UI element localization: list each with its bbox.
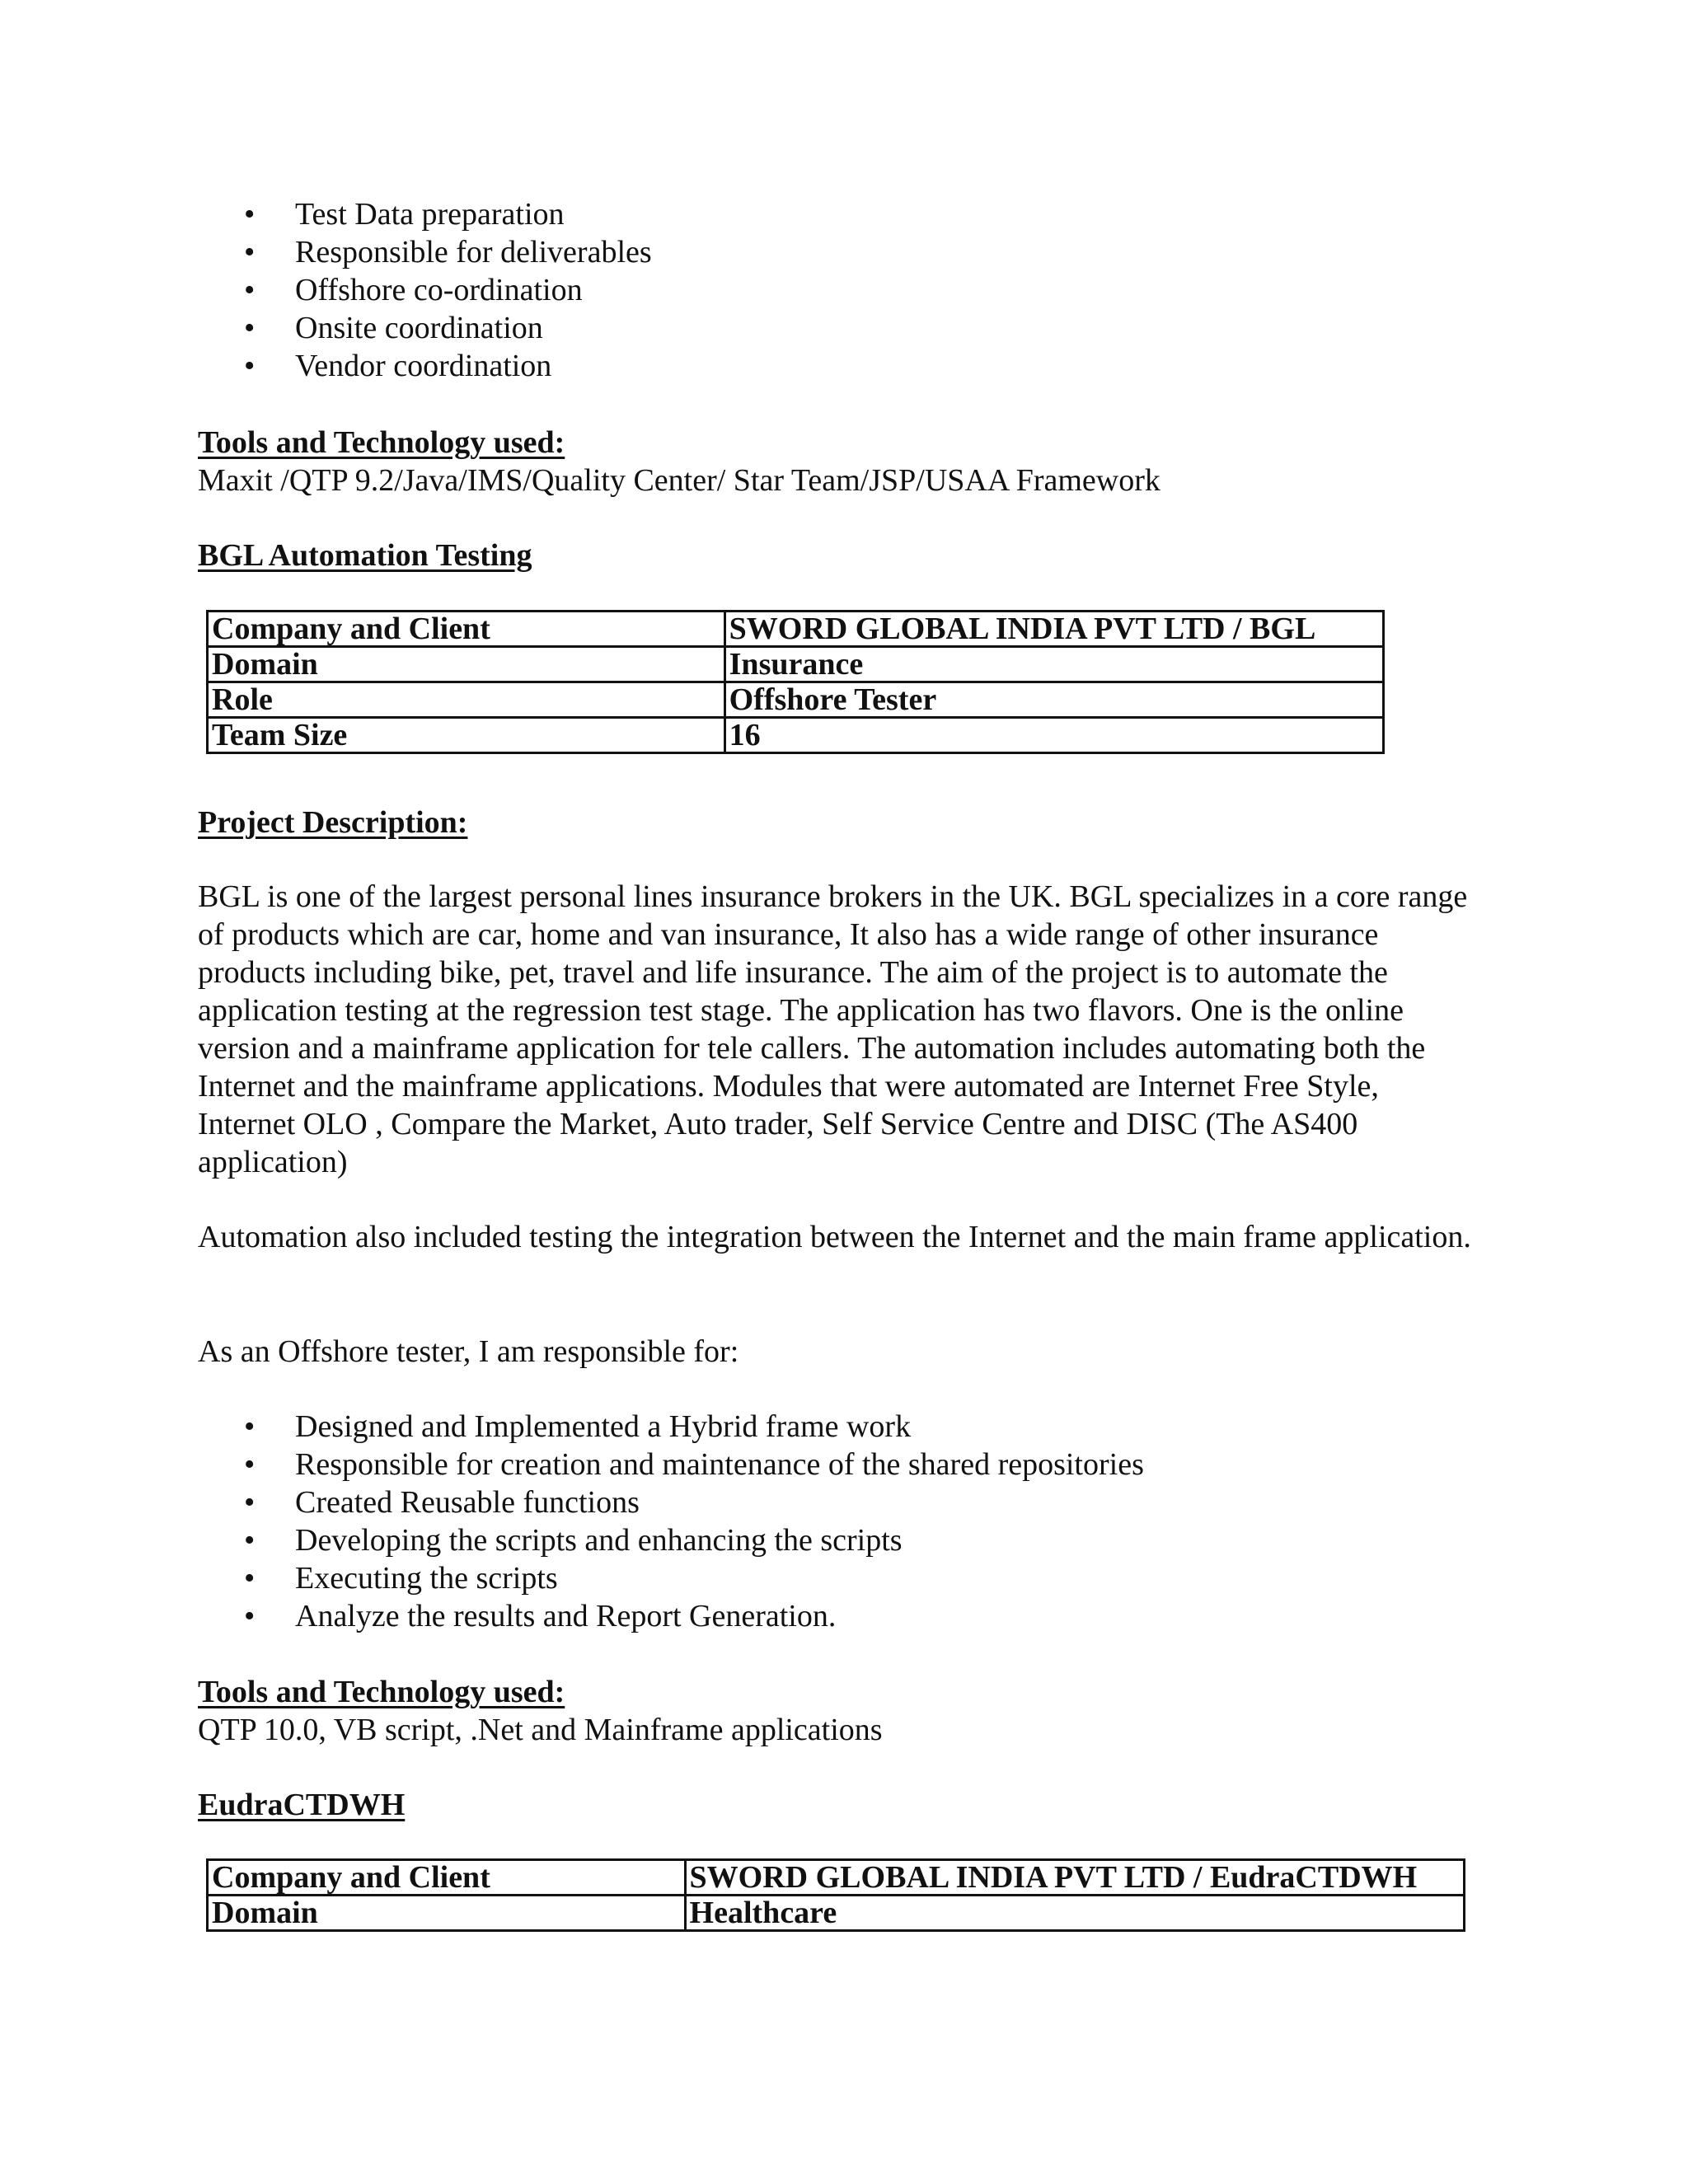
project-description-text <box>198 878 1517 1181</box>
bullet-icon: • <box>244 1561 256 1596</box>
table-row <box>208 1896 1465 1931</box>
responsibilities-list-bgl <box>198 1408 1517 1635</box>
table-row <box>208 682 1384 718</box>
table-label: Company and Client <box>208 1860 686 1896</box>
table-value: Insurance <box>724 647 1383 682</box>
integration-text <box>198 1218 1517 1256</box>
eudra-project-table <box>206 1858 1465 1932</box>
list-item: • Vendor coordination <box>244 349 552 383</box>
bullet-icon: • <box>244 1523 256 1558</box>
table-value: SWORD GLOBAL INDIA PVT LTD / BGL <box>724 612 1383 647</box>
list-item: • Designed and Implemented a Hybrid frame work <box>244 1409 912 1444</box>
bullet-icon: • <box>244 235 256 269</box>
table-row <box>208 647 1384 682</box>
list-item: • Analyze the results and Report Generation. <box>244 1599 837 1633</box>
list-item: • Created Reusable functions <box>244 1485 640 1520</box>
project-title: EudraCTDWH <box>198 1788 406 1822</box>
list-item: • Responsible for deliverables <box>244 235 652 269</box>
table-row <box>208 1860 1465 1896</box>
bullet-icon: • <box>244 311 256 345</box>
list-item: • Onsite coordination <box>244 311 543 345</box>
project-title: BGL Automation Testing <box>198 538 532 573</box>
table-value: SWORD GLOBAL INDIA PVT LTD / EudraCTDWH <box>685 1860 1464 1896</box>
paragraph: BGL is one of the largest personal lines insurance brokers in the UK. BGL specializes in a core range of products which are car, home and van insurance, It also has a wide range of other insurance products including bike, pet, travel and life insurance. The aim of the project is to automate the application testing at the regression test stage. The application has two flavors. One is the online version and a mainframe application for tele callers. The automation includes automating both the Internet and the mainframe applications. Modules that were automated are Internet Free Style, Internet OLO , Compare the Market, Auto trader, Self Service Centre and DISC (The AS400 application) <box>198 879 1468 1179</box>
table-label: Company and Client <box>208 612 725 647</box>
tools-section-2 <box>198 1673 1517 1749</box>
tools-text: Maxit /QTP 9.2/Java/IMS/Quality Center/ Star Team/JSP/USAA Framework <box>198 463 1160 498</box>
tools-heading: Tools and Technology used: <box>198 1675 565 1709</box>
paragraph: Automation also included testing the integration between the Internet and the main frame application. <box>198 1220 1471 1254</box>
table-value: Healthcare <box>685 1896 1464 1931</box>
list-item: • Responsible for creation and maintenance of the shared repositories <box>244 1447 1144 1482</box>
table-label: Team Size <box>208 718 725 753</box>
table-value: 16 <box>724 718 1383 753</box>
bullet-icon: • <box>244 273 256 307</box>
bgl-section <box>198 537 1517 574</box>
table-label: Domain <box>208 1896 686 1931</box>
bullet-icon: • <box>244 197 256 232</box>
eudra-section <box>198 1786 1517 1824</box>
tools-section-1 <box>198 424 1517 499</box>
project-description-heading: Project Description: <box>198 805 468 840</box>
table-label: Domain <box>208 647 725 682</box>
tools-text: QTP 10.0, VB script, .Net and Mainframe applications <box>198 1713 883 1747</box>
table-row <box>208 718 1384 753</box>
bullet-icon: • <box>244 1409 256 1444</box>
table-row <box>208 612 1384 647</box>
tools-heading: Tools and Technology used: <box>198 425 565 460</box>
list-item: • Executing the scripts <box>244 1561 558 1596</box>
table-label: Role <box>208 682 725 718</box>
list-item: • Developing the scripts and enhancing the scripts <box>244 1523 903 1558</box>
bullet-icon: • <box>244 1485 256 1520</box>
bullet-icon: • <box>244 1599 256 1633</box>
paragraph: As an Offshore tester, I am responsible for: <box>198 1334 739 1369</box>
bullet-icon: • <box>244 349 256 383</box>
bullet-icon: • <box>244 1447 256 1482</box>
responsibility-intro <box>198 1333 1517 1371</box>
table-value: Offshore Tester <box>724 682 1383 718</box>
bgl-project-table <box>206 610 1385 754</box>
list-item: • Test Data preparation <box>244 197 565 232</box>
responsibilities-list-top <box>198 195 1517 385</box>
list-item: • Offshore co-ordination <box>244 273 583 307</box>
project-description-section <box>198 804 1517 841</box>
